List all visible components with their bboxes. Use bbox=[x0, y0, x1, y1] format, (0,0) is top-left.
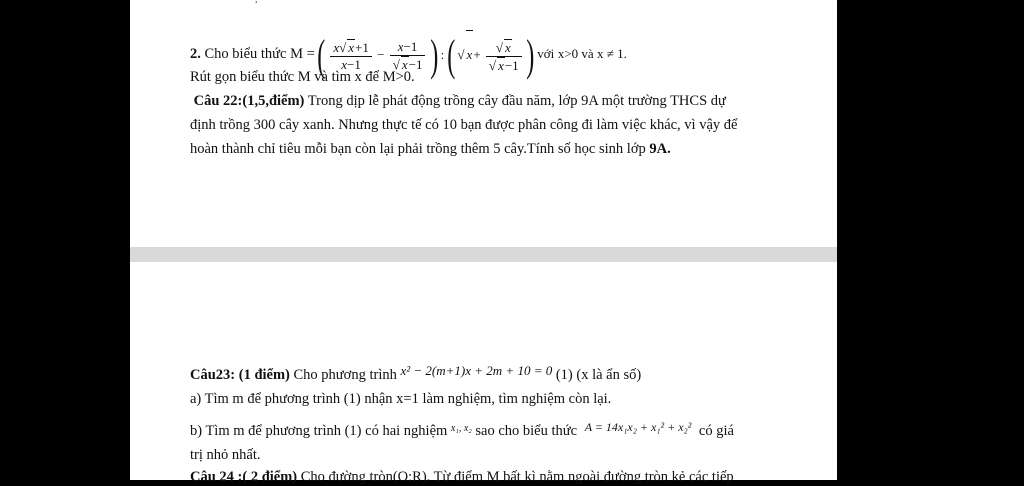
question-2-prefix: Cho biểu thức M = bbox=[204, 46, 315, 62]
roots-x1-x2: x₁, x₂ bbox=[450, 423, 472, 434]
question-22-label: Câu 22:(1,5,điểm) bbox=[193, 93, 305, 109]
document-page-1 bbox=[130, 0, 837, 247]
question-22-line-2: định trồng 300 cây xanh. Nhưng thực tế có 10 bạn được phân công đi làm việc khác, vì vậy để bbox=[190, 117, 738, 133]
question-22-line-1: Câu 22:(1,5,điểm) Trong dịp lễ phát động trồng cây đầu năm, lớp 9A một trường THCS dự bbox=[193, 93, 726, 109]
question-24-line-1: Câu 24 :( 2 điểm) Cho đường tròn(O;R). Từ điểm M bất kì nằm ngoài đường tròn kẻ các tiếp bbox=[190, 469, 734, 485]
question-2-condition: x>0 và x ≠ 1. bbox=[557, 46, 627, 61]
question-2-label: 2. bbox=[190, 46, 201, 62]
question-2-task: Rút gọn biểu thức M và tìm x để M>0. bbox=[190, 69, 415, 85]
question-22-line-3: hoàn thành chỉ tiêu mỗi bạn còn lại phải trồng thêm 5 cây.Tính số học sinh lớp 9A. bbox=[190, 141, 671, 157]
page-separator bbox=[130, 247, 837, 262]
expression-A: A = 14x₁x₂ + x₁² + x₂² bbox=[584, 420, 692, 434]
question-2-suffix: với bbox=[537, 46, 555, 61]
question-23-label: Câu23: (1 điểm) bbox=[190, 367, 290, 383]
question-23-part-a: a) Tìm m để phương trình (1) nhận x=1 làm nghiệm, tìm nghiệm còn lại. bbox=[190, 391, 612, 407]
question-23-equation: x² − 2(m+1)x + 2m + 10 = 0 bbox=[400, 363, 553, 378]
question-23-part-b-line-2: trị nhỏ nhất. bbox=[190, 447, 261, 463]
question-23-part-b: b) Tìm m để phương trình (1) có hai nghiệm $^{x_1, x_2}$ sao cho biểu thức $^{A = 14x_1x_2 + x_1^2 + x_2^2}$ có giá bbox=[190, 420, 734, 439]
formula-M: ( $\frac{x√ x+1}{x-1}$ − $\frac{x-1}{√ x-1}$ ) : ( √ x+ $\frac{√ x}{√ x-1}$ ) bbox=[317, 31, 535, 81]
top-text-fragment bbox=[240, 0, 258, 5]
question-24-label: Câu 24 :( 2 điểm) bbox=[190, 469, 298, 485]
document-page-2 bbox=[130, 262, 837, 485]
question-23-line-1: Câu23: (1 điểm) Cho phương trình x² − 2(m+1)x + 2m + 10 = 0 (1) (x là ẩn số) bbox=[190, 363, 642, 383]
